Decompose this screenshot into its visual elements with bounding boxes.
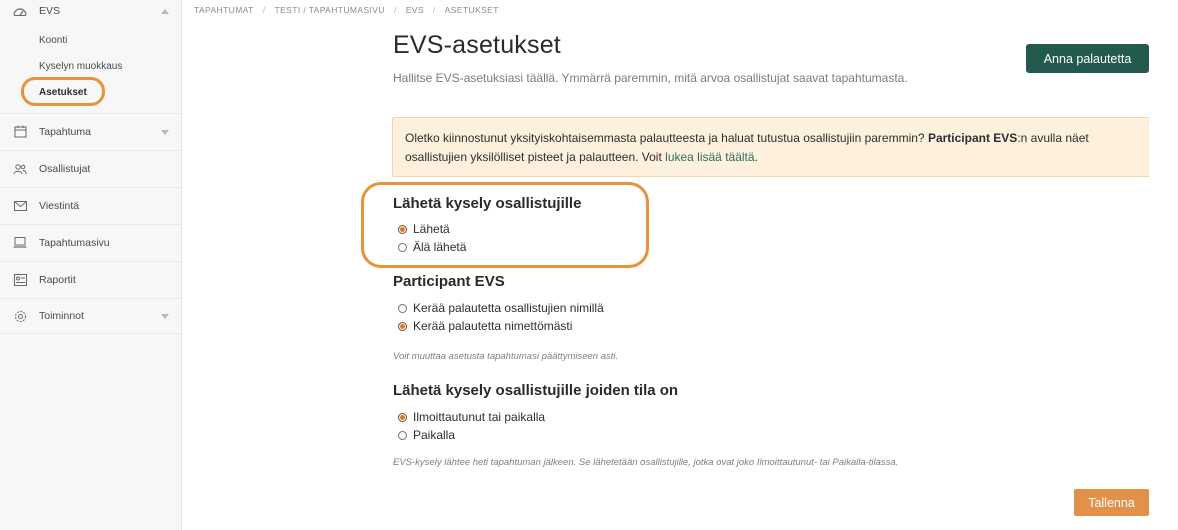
gear-icon: [13, 309, 27, 323]
sidebar-item-label: Raportit: [39, 273, 76, 286]
page-subtitle: Hallitse EVS-asetuksiasi täällä. Ymmärrä paremmin, mitä arvoa osallistujat saavat tapahtumasta.: [393, 71, 908, 85]
notice-text: Oletko kiinnostunut yksityiskohtaisemmasta palautteesta ja haluat tutustua osallistujiin paremmin?: [405, 131, 928, 145]
chevron-down-icon: [161, 314, 169, 319]
sidebar-item-label: Viestintä: [39, 199, 80, 212]
sidebar-item-raportit[interactable]: [0, 261, 181, 297]
send-status-title: Lähetä kysely osallistujille joiden tila on: [393, 382, 679, 399]
radio-collect-anonymous[interactable]: [398, 319, 572, 333]
sidebar-item-label: EVS: [39, 5, 61, 17]
radio-label: Älä lähetä: [413, 240, 467, 254]
feedback-button[interactable]: Anna palautetta: [1026, 44, 1149, 73]
breadcrumb-item[interactable]: TESTI / TAPAHTUMASIVU: [274, 5, 385, 15]
sidebar-item-tapahtumasivu[interactable]: [0, 224, 181, 260]
sidebar-item-viestinta[interactable]: [0, 187, 181, 223]
notice-bold-text: Participant EVS: [927, 131, 1018, 145]
people-icon: [13, 162, 27, 176]
participant-evs-hint: Voit muuttaa asetusta tapahtumasi päättymiseen asti.: [393, 351, 619, 362]
read-more-link[interactable]: lukea lisää täältä: [665, 150, 755, 164]
breadcrumb-separator: /: [432, 5, 436, 15]
sidebar-item-evs[interactable]: [0, 0, 181, 22]
send-status-hint: EVS-kysely lähtee heti tapahtuman jälkeen. Se lähetetään osallistujille, jotka ovat joko Ilmoittautunut- tai Paikalla-tilassa.: [393, 457, 899, 468]
laptop-icon: [13, 236, 27, 250]
page-title: EVS-asetukset: [393, 31, 561, 59]
annotation-highlight-ring: [361, 182, 649, 268]
radio-label: Kerää palautetta nimettömästi: [413, 319, 573, 333]
radio-button[interactable]: [398, 431, 407, 440]
radio-button[interactable]: [398, 304, 407, 313]
breadcrumb-separator: /: [262, 5, 266, 15]
sidebar-item-label: Tapahtumasivu: [39, 236, 110, 249]
breadcrumb-item-current: ASETUKSET: [444, 5, 499, 15]
annotation-highlight-ring: [21, 77, 105, 106]
breadcrumb-separator: /: [393, 5, 397, 15]
sidebar-item-toiminnot[interactable]: [0, 298, 181, 334]
breadcrumb-item[interactable]: TAPAHTUMAT: [194, 5, 254, 15]
calendar-icon: [13, 125, 27, 139]
sidebar-item-tapahtuma[interactable]: [0, 113, 181, 149]
breadcrumb: [194, 5, 499, 15]
radio-label: Lähetä: [413, 222, 450, 236]
dashboard-icon: [13, 4, 27, 18]
sidebar-sub-koonti[interactable]: Koonti: [39, 35, 68, 46]
sidebar-sub-kyselyn-muokkaus[interactable]: Kyselyn muokkaus: [39, 61, 123, 72]
info-notice: [392, 117, 1149, 177]
sidebar-item-osallistujat[interactable]: [0, 150, 181, 186]
sidebar-item-label: Osallistujat: [39, 162, 91, 175]
radio-label: Paikalla: [413, 428, 456, 442]
report-icon: [13, 273, 27, 287]
chevron-up-icon: [161, 9, 169, 14]
sidebar: [0, 0, 182, 530]
send-survey-title: Lähetä kysely osallistujille: [393, 195, 582, 212]
radio-collect-named[interactable]: [398, 301, 604, 315]
radio-label: Kerää palautetta osallistujien nimillä: [413, 301, 604, 315]
radio-registered-or-present[interactable]: [398, 410, 545, 424]
sidebar-item-label: Toiminnot: [39, 310, 84, 322]
notice-text: .: [754, 150, 758, 164]
sidebar-item-label: Tapahtuma: [39, 125, 91, 138]
mail-icon: [13, 199, 27, 213]
radio-button-checked[interactable]: [398, 322, 407, 331]
sidebar-sub-asetukset[interactable]: Asetukset: [39, 87, 87, 98]
radio-present[interactable]: [398, 428, 455, 442]
chevron-down-icon: [161, 130, 169, 135]
radio-label: Ilmoittautunut tai paikalla: [413, 410, 546, 424]
breadcrumb-item[interactable]: EVS: [405, 5, 424, 15]
participant-evs-title: Participant EVS: [393, 273, 505, 290]
save-button[interactable]: Tallenna: [1074, 489, 1149, 516]
radio-button-checked[interactable]: [398, 413, 407, 422]
notice-text: :n avulla näet osallistujien yksilölliset pisteet ja palautteen. Voit: [405, 131, 1089, 164]
